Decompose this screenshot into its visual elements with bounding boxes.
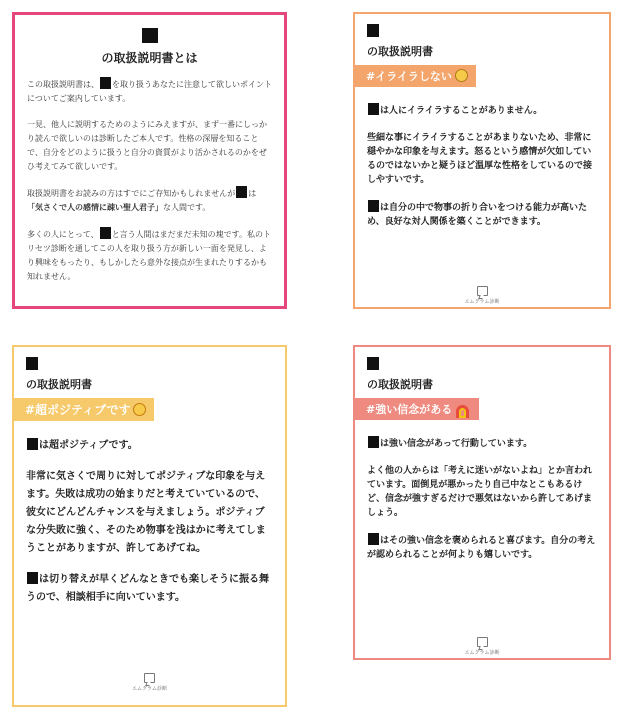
text: な人間です。 [163, 203, 211, 212]
text: 多くの人にとって、 [27, 230, 99, 239]
intro-body [15, 66, 284, 284]
trait-card-irritation [353, 12, 611, 309]
card-title: の取扱説明書 [26, 378, 92, 391]
body-paragraph-3 [26, 571, 273, 607]
redacted-name [142, 28, 158, 43]
text: は強い信念があって行動しています。 [380, 439, 533, 449]
brand-footer [355, 286, 609, 305]
brand-name: エムグラム診断 [464, 299, 500, 305]
brand-footer [355, 637, 609, 656]
text: は切り替えが早くどんなときでも楽しそうに振る舞うので、相談相手に向いています。 [26, 574, 269, 603]
brand-footer [14, 673, 285, 692]
card-header [355, 14, 609, 59]
intro-paragraph-1 [27, 77, 272, 106]
tag-label: #超ポジティブです [25, 403, 131, 417]
body-paragraph-3 [367, 533, 597, 562]
text: は自分の中で物事の折り合いをつける能力が高いため、良好な対人関係を築くことができます。 [367, 203, 588, 227]
card-body [355, 436, 609, 562]
redacted-name [100, 77, 111, 89]
chat-bubble-icon [144, 673, 155, 683]
text: この取扱説明書は、 [27, 80, 99, 89]
rainbow-icon [455, 402, 471, 415]
personality-highlight: 「気さくで人の感情に疎い聖人君子」 [27, 203, 163, 212]
intro-card [12, 12, 287, 309]
text: は超ポジティブです。 [39, 440, 138, 451]
intro-paragraph-2: 一見、他人に説明するためのようにみえますが、まず一番にしっかり読んで欲しいのは診断したご本人です。性格の深層を知ることで、自分をどのように扱うと自分の資質がより活かされるのかをぜひ考えてみて欲しいです。 [27, 120, 267, 171]
card-body [14, 437, 285, 607]
redacted-name [27, 438, 38, 450]
text: を取り扱うあなたに注意して欲しいポイントについてご案内しています。 [27, 80, 272, 103]
tag-label: #イライラしない [366, 70, 452, 83]
card-title: の取扱説明書 [367, 378, 433, 391]
body-paragraph-2: 非常に気さくで周りに対してポジティブな印象を与えます。失敗は成功の始まりだと考えていているので、彼女にどんどんチャンスを与えましょう。ポジティブな分失敗に強く、そのため物事を浅はかに考えてしまうことがありますが、許してあげてね。 [26, 471, 266, 554]
card-header [14, 347, 285, 392]
tongue-face-icon [133, 403, 146, 416]
brand-name: エムグラム診断 [464, 650, 500, 656]
trait-tag [355, 398, 479, 420]
redacted-name [367, 357, 379, 370]
intro-title: の取扱説明書とは [101, 51, 198, 65]
redacted-name [27, 572, 38, 584]
trait-tag [14, 398, 154, 421]
redacted-name [368, 436, 379, 448]
body-paragraph-2: よく他の人からは「考えに迷いがないよね」とか言われています。面倒見が悪かったり自己中なとこもあるけど、信念が強すぎるだけで悪気はないから許してあげましょう。 [367, 466, 593, 518]
trait-tag [355, 65, 476, 87]
text: は [248, 189, 257, 198]
redacted-name [236, 186, 247, 198]
text: と言う人間はまだまだ未知の塊です。私のトリセツ診断を通してこの人を取り扱う方が新しい一面を発見し、より興味をもったり、もしかしたら意外な接点が生まれたりするかも知れません。 [27, 230, 272, 281]
card-body [355, 103, 609, 229]
angry-face-icon [455, 69, 468, 82]
tag-label: #強い信念がある [366, 403, 453, 416]
text: は人にイライラすることがありません。 [380, 106, 543, 116]
redacted-name [26, 357, 38, 370]
text: はその強い信念を褒められると喜びます。自分の考えが認められることが何よりも嬉しいです。 [367, 536, 596, 560]
body-paragraph-2: 些細な事にイライラすることがあまりないため、非常に穏やかな印象を与えます。怒るという感情が欠如しているのではないかと疑うほど温厚な性格をしているので接しやすいです。 [367, 133, 593, 185]
trait-card-positive [12, 345, 287, 707]
redacted-name [100, 227, 111, 239]
chat-bubble-icon [477, 286, 488, 296]
brand-name: エムグラム診断 [132, 686, 167, 692]
intro-paragraph-3 [27, 186, 272, 215]
card-title: の取扱説明書 [367, 45, 433, 58]
body-paragraph-1 [26, 437, 273, 455]
trait-card-conviction [353, 345, 611, 660]
intro-header [15, 15, 284, 66]
redacted-name [367, 24, 379, 37]
body-paragraph-1 [367, 103, 597, 118]
body-paragraph-3 [367, 200, 597, 229]
redacted-name [368, 533, 379, 545]
chat-bubble-icon [477, 637, 488, 647]
redacted-name [368, 103, 379, 115]
redacted-name [368, 200, 379, 212]
intro-paragraph-4 [27, 227, 272, 284]
body-paragraph-1 [367, 436, 597, 451]
card-header [355, 347, 609, 392]
text: 取扱説明書をお読みの方はすでにご存知かもしれませんが [27, 189, 236, 198]
